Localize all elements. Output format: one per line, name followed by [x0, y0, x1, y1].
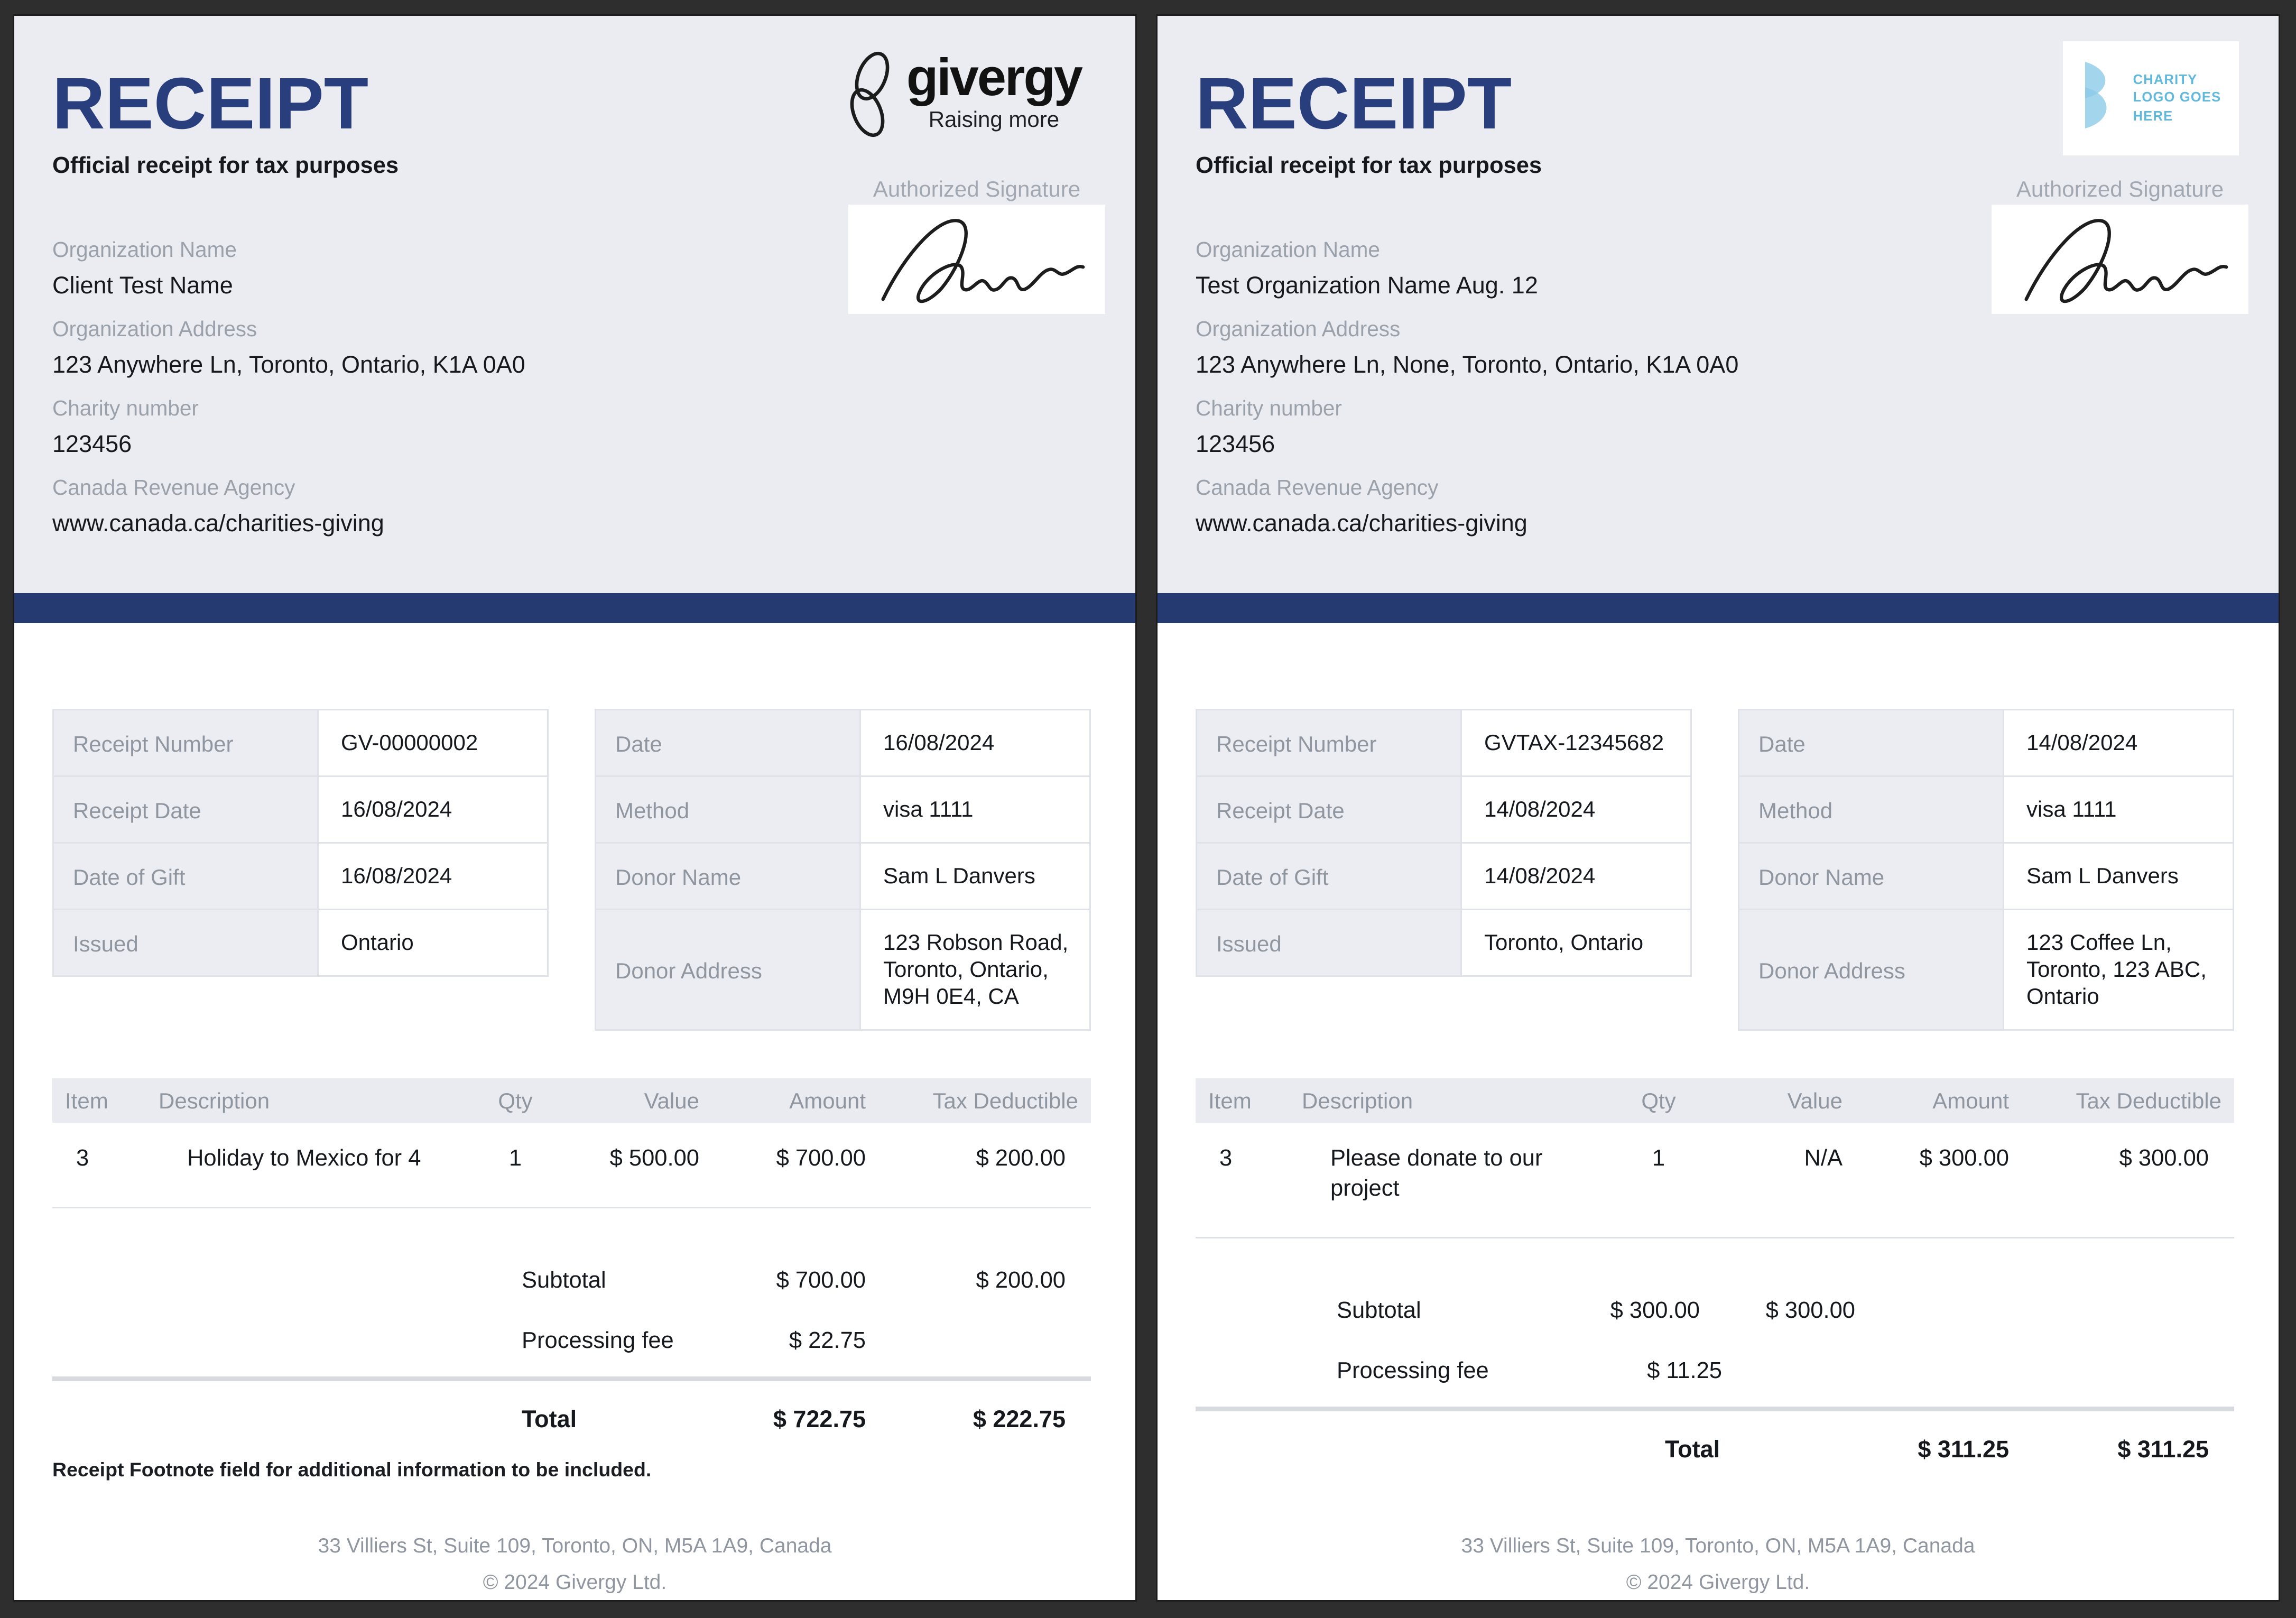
issued-value: Toronto, Ontario — [1461, 910, 1691, 976]
table-row — [53, 910, 548, 976]
table-row — [53, 710, 548, 776]
item-value: N/A — [1722, 1123, 1855, 1238]
charity-leaf-icon — [2081, 60, 2122, 137]
org-address-label: Organization Address — [52, 317, 257, 341]
date-value: 16/08/2024 — [860, 710, 1090, 776]
page-footer — [1158, 1533, 2279, 1594]
charity-number-value: 123456 — [1196, 431, 1275, 458]
charity-number-field — [52, 396, 1078, 460]
donor-name-label: Donor Name — [596, 843, 860, 910]
donor-address-label: Donor Address — [1739, 910, 2004, 1030]
footer-address: 33 Villiers St, Suite 109, Toronto, ON, M5A 1A9, Canada — [1461, 1533, 1975, 1557]
total-amount: $ 722.75 — [712, 1379, 878, 1463]
cra-link: www.canada.ca/charities-giving — [52, 511, 384, 538]
item-qty: 1 — [452, 1123, 579, 1208]
signature-image — [858, 210, 1096, 309]
total-row — [1196, 1409, 2234, 1493]
item-value: $ 500.00 — [579, 1123, 712, 1208]
authorized-signature-label: Authorized Signature — [873, 176, 1081, 201]
charity-number-label: Charity number — [1196, 396, 1342, 420]
item-number: 3 — [52, 1123, 146, 1208]
donor-details-table — [1738, 709, 2234, 1031]
subtotal-label: Subtotal — [1337, 1299, 1421, 1324]
total-label: Total — [1595, 1409, 1855, 1493]
footer-address: 33 Villiers St, Suite 109, Toronto, ON, M5A 1A9, Canada — [318, 1533, 832, 1557]
cra-link: www.canada.ca/charities-giving — [1196, 511, 1527, 538]
givergy-logo — [840, 48, 1081, 147]
total-amount: $ 311.25 — [1855, 1409, 2022, 1493]
divider-bar — [1158, 593, 2279, 623]
receipt-number-label: Receipt Number — [1197, 710, 1461, 776]
charity-logo-line2: LOGO GOES — [2133, 89, 2221, 106]
donor-details-table — [595, 709, 1091, 1031]
method-value: visa 1111 — [860, 776, 1090, 843]
detail-tables — [1196, 709, 2234, 1031]
table-row — [53, 843, 548, 910]
table-row — [1739, 843, 2234, 910]
charity-number-field — [1196, 396, 2221, 460]
item-tax-deductible: $ 200.00 — [878, 1123, 1091, 1208]
org-name-value: Client Test Name — [52, 273, 233, 300]
col-header-amount: Amount — [712, 1078, 878, 1123]
col-header-item: Item — [1196, 1078, 1289, 1123]
col-header-description: Description — [146, 1078, 452, 1123]
charity-number-value: 123456 — [52, 431, 132, 458]
org-address-value: 123 Anywhere Ln, Toronto, Ontario, K1A 0A0 — [52, 352, 525, 379]
table-row — [596, 910, 1090, 1030]
receipt-footnote: Receipt Footnote field for additional information to be included. — [52, 1459, 652, 1481]
table-row — [596, 776, 1090, 843]
page-footer — [14, 1533, 1135, 1594]
table-row — [1739, 776, 2234, 843]
receipt-date-value: 16/08/2024 — [318, 776, 548, 843]
donor-name-value: Sam L Danvers — [860, 843, 1090, 910]
issued-label: Issued — [1197, 910, 1461, 976]
processing-fee-label: Processing fee — [1337, 1359, 1489, 1384]
table-row — [596, 710, 1090, 776]
org-address-label: Organization Address — [1196, 317, 1401, 341]
charity-logo-text — [2133, 72, 2221, 124]
table-row — [1197, 776, 1691, 843]
donor-address-label: Donor Address — [596, 910, 860, 1030]
receipt-date-label: Receipt Date — [1197, 776, 1461, 843]
col-header-description: Description — [1289, 1078, 1595, 1123]
item-description: Please donate to our project — [1289, 1123, 1595, 1238]
org-address-value: 123 Anywhere Ln, None, Toronto, Ontario, K1A 0A0 — [1196, 352, 1739, 379]
charity-logo-line1: CHARITY — [2133, 72, 2198, 88]
receipt-number-value: GV-00000002 — [318, 710, 548, 776]
method-label: Method — [1739, 776, 2004, 843]
page-subtitle: Official receipt for tax purposes — [52, 154, 399, 179]
givergy-tagline: Raising more — [928, 106, 1060, 132]
items-header-row — [1196, 1078, 2234, 1123]
col-header-value: Value — [579, 1078, 712, 1123]
org-name-value: Test Organization Name Aug. 12 — [1196, 273, 1538, 300]
receipt-header — [14, 16, 1135, 593]
total-tax-deductible: $ 311.25 — [2022, 1409, 2234, 1493]
processing-fee-label: Processing fee — [522, 1329, 674, 1354]
item-number: 3 — [1196, 1123, 1289, 1238]
col-header-qty: Qty — [452, 1078, 579, 1123]
footer-copyright: © 2024 Givergy Ltd. — [483, 1570, 667, 1594]
signature-box — [1992, 205, 2248, 314]
col-header-value: Value — [1722, 1078, 1855, 1123]
charity-logo-placeholder — [2063, 41, 2239, 155]
page-title: RECEIPT — [1196, 62, 1512, 144]
method-label: Method — [596, 776, 860, 843]
page-title: RECEIPT — [52, 62, 369, 144]
subtotal-label: Subtotal — [522, 1269, 606, 1294]
receipt-number-value: GVTAX-12345682 — [1461, 710, 1691, 776]
date-of-gift-value: 16/08/2024 — [318, 843, 548, 910]
donor-address-value: 123 Robson Road, Toronto, Ontario, M9H 0E4, CA — [860, 910, 1090, 1030]
date-of-gift-label: Date of Gift — [1197, 843, 1461, 910]
issued-value: Ontario — [318, 910, 548, 976]
subtotal-tax-deductible: $ 200.00 — [976, 1269, 1066, 1294]
subtotal-row — [1196, 1238, 2234, 1340]
col-header-item: Item — [52, 1078, 146, 1123]
processing-fee-row — [52, 1310, 1091, 1379]
givergy-wordmark: givergy — [906, 48, 1081, 106]
table-row — [1739, 710, 2234, 776]
col-header-tax-deductible: Tax Deductible — [878, 1078, 1091, 1123]
cra-field — [1196, 476, 2221, 539]
item-qty: 1 — [1595, 1123, 1722, 1238]
date-of-gift-value: 14/08/2024 — [1461, 843, 1691, 910]
date-of-gift-label: Date of Gift — [53, 843, 318, 910]
issued-label: Issued — [53, 910, 318, 976]
org-address-field — [52, 317, 1078, 381]
item-tax-deductible: $ 300.00 — [2022, 1123, 2234, 1238]
authorized-signature-label: Authorized Signature — [2016, 176, 2224, 201]
divider-bar — [14, 593, 1135, 623]
cra-field — [52, 476, 1078, 539]
receipt-number-label: Receipt Number — [53, 710, 318, 776]
subtotal-tax-deductible: $ 300.00 — [1765, 1299, 1855, 1324]
receipt-date-value: 14/08/2024 — [1461, 776, 1691, 843]
receipt-header — [1158, 16, 2279, 593]
total-row — [52, 1379, 1091, 1463]
donor-name-value: Sam L Danvers — [2004, 843, 2234, 910]
total-label: Total — [452, 1379, 712, 1463]
signature-box — [848, 205, 1105, 314]
receipt-date-label: Receipt Date — [53, 776, 318, 843]
items-header-row — [52, 1078, 1091, 1123]
table-row — [53, 776, 548, 843]
table-row — [1197, 910, 1691, 976]
table-row — [1197, 710, 1691, 776]
cra-label: Canada Revenue Agency — [1196, 476, 1439, 500]
subtotal-row — [52, 1208, 1091, 1310]
receipt-details-table — [1196, 709, 1692, 977]
footer-copyright: © 2024 Givergy Ltd. — [1626, 1570, 1810, 1594]
subtotal-amount: $ 300.00 — [1610, 1299, 1700, 1324]
givergy-wordmark-block — [906, 48, 1081, 132]
col-header-tax-deductible: Tax Deductible — [2022, 1078, 2234, 1123]
receipt-body — [14, 623, 1135, 1462]
item-amount: $ 300.00 — [1855, 1123, 2022, 1238]
item-description: Holiday to Mexico for 4 — [146, 1123, 452, 1208]
signature-image — [2001, 210, 2239, 309]
date-label: Date — [1739, 710, 2004, 776]
date-value: 14/08/2024 — [2004, 710, 2234, 776]
receipt-details-table — [52, 709, 549, 977]
charity-logo-line3: HERE — [2133, 107, 2173, 123]
receipt-page-right — [1158, 16, 2279, 1600]
processing-fee-amount: $ 11.25 — [1647, 1359, 1722, 1384]
receipt-body — [1158, 623, 2279, 1492]
receipt-page-left — [14, 16, 1135, 1600]
item-amount: $ 700.00 — [712, 1123, 878, 1208]
items-table — [1196, 1078, 2234, 1492]
donor-name-label: Donor Name — [1739, 843, 2004, 910]
processing-fee-amount: $ 22.75 — [789, 1329, 866, 1354]
table-row — [596, 843, 1090, 910]
item-row — [52, 1123, 1091, 1208]
col-header-qty: Qty — [1595, 1078, 1722, 1123]
col-header-amount: Amount — [1855, 1078, 2022, 1123]
org-address-field — [1196, 317, 2221, 381]
givergy-mark-icon — [840, 51, 899, 147]
items-table — [52, 1078, 1091, 1462]
total-tax-deductible: $ 222.75 — [878, 1379, 1091, 1463]
table-row — [1739, 910, 2234, 1030]
org-name-label: Organization Name — [1196, 238, 1380, 262]
cra-label: Canada Revenue Agency — [52, 476, 295, 500]
detail-tables — [52, 709, 1091, 1031]
org-name-label: Organization Name — [52, 238, 237, 262]
page-subtitle: Official receipt for tax purposes — [1196, 154, 1542, 179]
charity-number-label: Charity number — [52, 396, 199, 420]
item-row — [1196, 1123, 2234, 1238]
table-row — [1197, 843, 1691, 910]
subtotal-amount: $ 700.00 — [776, 1269, 866, 1294]
date-label: Date — [596, 710, 860, 776]
processing-fee-row — [1196, 1340, 2234, 1409]
donor-address-value: 123 Coffee Ln, Toronto, 123 ABC, Ontario — [2004, 910, 2234, 1030]
method-value: visa 1111 — [2004, 776, 2234, 843]
